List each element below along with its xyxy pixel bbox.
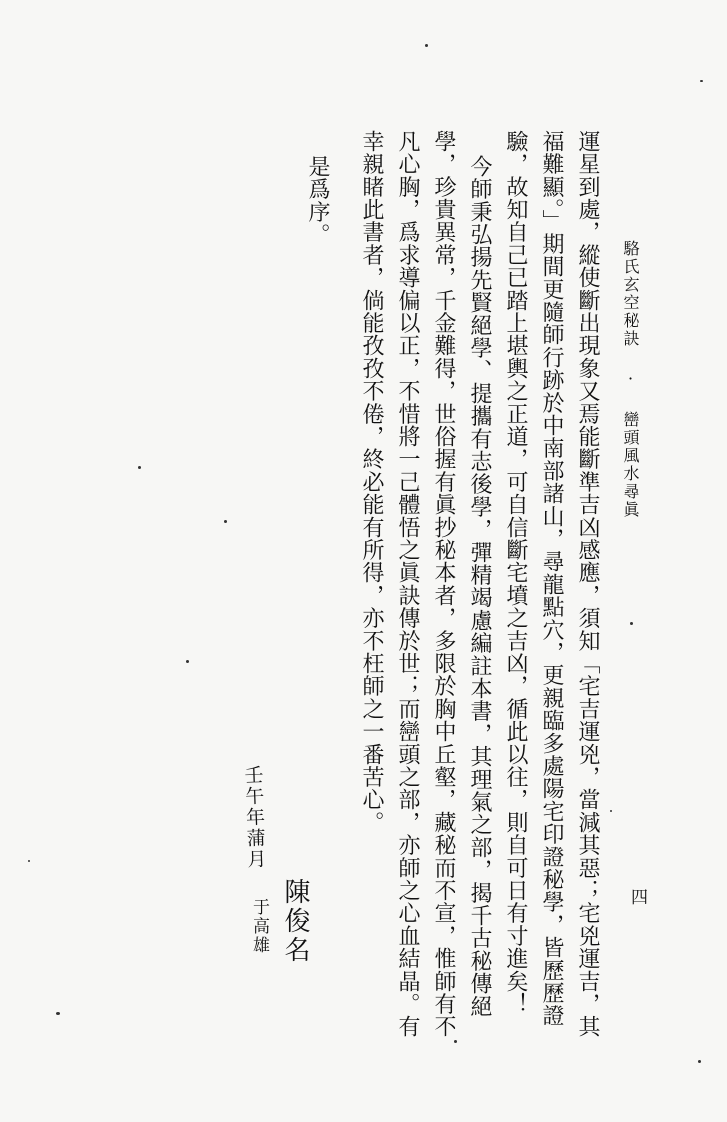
signature-date: 壬午年蒲月 (241, 764, 267, 871)
scan-speck (28, 860, 30, 862)
scan-speck (610, 810, 612, 812)
text-line-4: 今師秉弘揚先賢絕學、提攜有志後學，彈精竭慮編註本書，其理氣之部，揭千古秘傳絕 (467, 155, 492, 1018)
scan-speck (138, 466, 141, 469)
text-line-6: 凡心胸，爲求導偏以正，不惜將一己體悟之眞訣傳於世；而巒頭之部，亦師之心血結晶。有 (395, 130, 420, 1038)
text-line-5: 學，珍貴異常，千金難得，世俗握有眞抄秘本者，多限於胸中丘壑，藏秘而不宣，惟師有不 (431, 130, 456, 1038)
text-line-closing: 是爲序。 (305, 155, 330, 246)
signature-name: 陳俊名 (280, 878, 310, 965)
page-number: 四 (627, 888, 647, 907)
running-header: 駱氏玄空秘訣 · 巒頭風水尋眞 (621, 240, 640, 519)
text-line-2: 福難顯。」期間更隨師行跡於中南部諸山，尋龍點穴，更親臨多處陽宅印證秘學，皆歷歷證 (539, 130, 564, 1027)
scan-speck (186, 660, 189, 663)
text-line-3: 驗，故知自己已踏上堪輿之正道，可自信斷宅墳之吉凶，循此以往，則自可日有寸進矣！ (503, 130, 528, 1016)
scan-speck (425, 44, 428, 47)
signature-place: 于高雄 (249, 898, 269, 955)
text-line-1: 運星到處，縱使斷出現象又焉能斷準吉凶感應，須知「宅吉運兇，當減其惡；宅兇運吉，其 (575, 130, 600, 1038)
scan-speck (700, 80, 703, 82)
scan-speck (630, 622, 633, 625)
scan-speck (454, 1040, 457, 1043)
scan-speck (56, 1012, 60, 1015)
scan-speck (698, 1060, 701, 1063)
scan-speck (224, 520, 227, 523)
text-line-7: 幸親睹此書者，倘能孜孜不倦，終必能有所得，亦不枉師之一番苦心。 (359, 130, 384, 834)
